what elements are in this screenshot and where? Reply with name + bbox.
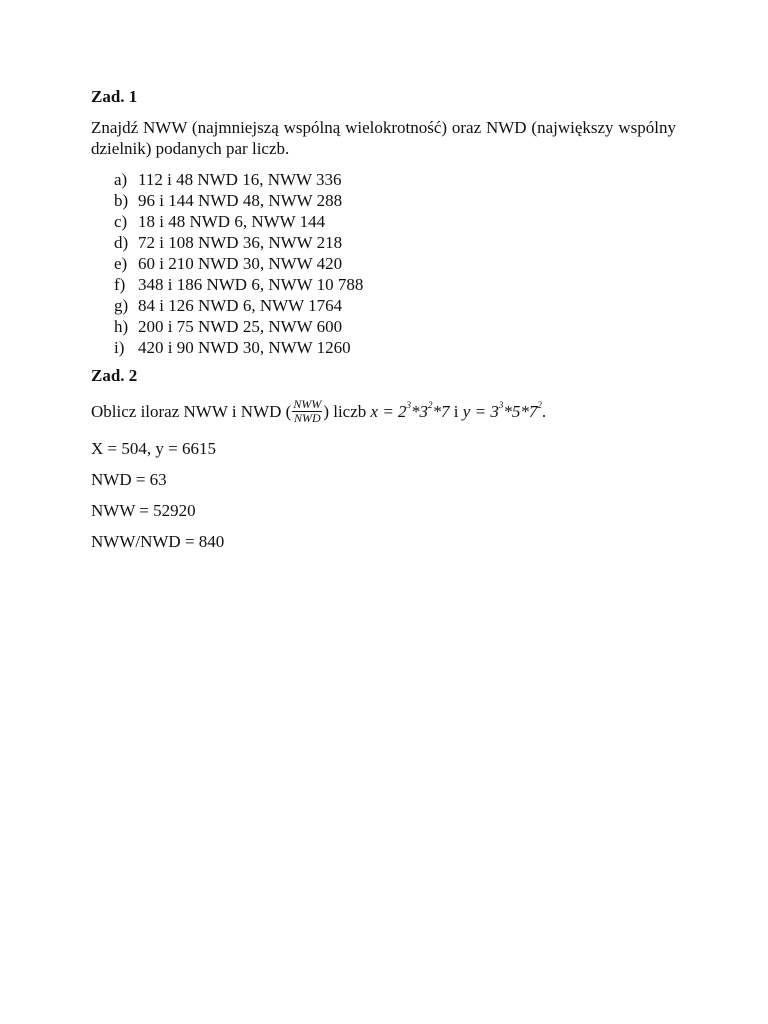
x-tail: *7 — [432, 401, 450, 421]
list-item — [91, 274, 676, 295]
list-item-label: e) — [114, 254, 128, 273]
task1-answer-list — [91, 169, 676, 358]
list-item-text: 96 i 144 NWD 48, NWW 288 — [138, 191, 343, 210]
list-item — [91, 190, 676, 211]
task2-heading: Zad. 2 — [91, 366, 138, 385]
fraction — [292, 398, 322, 425]
list-item — [91, 295, 676, 316]
task2-after-fraction: ) liczb — [323, 401, 371, 421]
x-variable: x — [370, 401, 379, 421]
x-equals: = — [378, 401, 399, 421]
result-nwd: NWD = 63 — [91, 470, 167, 489]
y-variable: y — [462, 401, 471, 421]
list-item-text: 84 i 126 NWD 6, NWW 1764 — [138, 296, 343, 315]
fraction-numerator: NWW — [293, 397, 322, 411]
fraction-denominator: NWD — [293, 411, 321, 425]
task2-instruction — [91, 398, 676, 425]
list-item-text: 112 i 48 NWD 16, NWW 336 — [138, 170, 342, 189]
x-base-1: 2 — [398, 401, 407, 421]
y-equals: = — [470, 401, 491, 421]
list-item — [91, 253, 676, 274]
result-quotient: NWW/NWD = 840 — [91, 532, 225, 551]
task2-end: . — [541, 401, 547, 421]
list-item — [91, 169, 676, 190]
x-expression — [371, 400, 450, 424]
list-item-text: 200 i 75 NWD 25, NWW 600 — [138, 317, 343, 336]
list-item-label: h) — [114, 317, 129, 336]
list-item-label: f) — [114, 275, 126, 294]
y-exponent-1: 3 — [498, 399, 504, 410]
list-item-text: 60 i 210 NWD 30, NWW 420 — [138, 254, 343, 273]
list-item-label: d) — [114, 233, 129, 252]
x-base-2: 3 — [419, 401, 429, 421]
list-item-text: 420 i 90 NWD 30, NWW 1260 — [138, 338, 351, 357]
x-operator-1: * — [411, 401, 420, 421]
task2-prefix: Oblicz iloraz NWW i NWD ( — [91, 401, 292, 421]
y-exponent-2: 2 — [537, 399, 542, 410]
list-item-label: c) — [114, 212, 128, 231]
task2-conjunction: i — [449, 401, 463, 421]
y-base-2: 7 — [528, 401, 538, 421]
list-item-label: a) — [114, 170, 128, 189]
list-item-label: g) — [114, 296, 129, 315]
result-nww: NWW = 52920 — [91, 501, 196, 520]
task1-heading: Zad. 1 — [91, 87, 138, 106]
result-xy: X = 504, y = 6615 — [91, 439, 216, 458]
list-item — [91, 316, 676, 337]
list-item-text: 18 i 48 NWD 6, NWW 144 — [138, 212, 326, 231]
list-item-text: 348 i 186 NWD 6, NWW 10 788 — [138, 275, 364, 294]
list-item-label: b) — [114, 191, 129, 210]
list-item — [91, 232, 676, 253]
x-exponent-2: 2 — [428, 399, 433, 410]
list-item — [91, 337, 676, 358]
list-item — [91, 211, 676, 232]
y-base-1: 3 — [490, 401, 499, 421]
y-expression — [463, 400, 542, 424]
document-content — [91, 86, 676, 553]
list-item-label: i) — [114, 338, 125, 357]
y-middle: *5* — [503, 401, 529, 421]
x-exponent-1: 3 — [406, 399, 412, 410]
list-item-text: 72 i 108 NWD 36, NWW 218 — [138, 233, 343, 252]
task1-instruction: Znajdź NWW (najmniejszą wspólną wielokrotność) oraz NWD (największy wspólny dzielnik) podanych par liczb. — [91, 118, 676, 158]
